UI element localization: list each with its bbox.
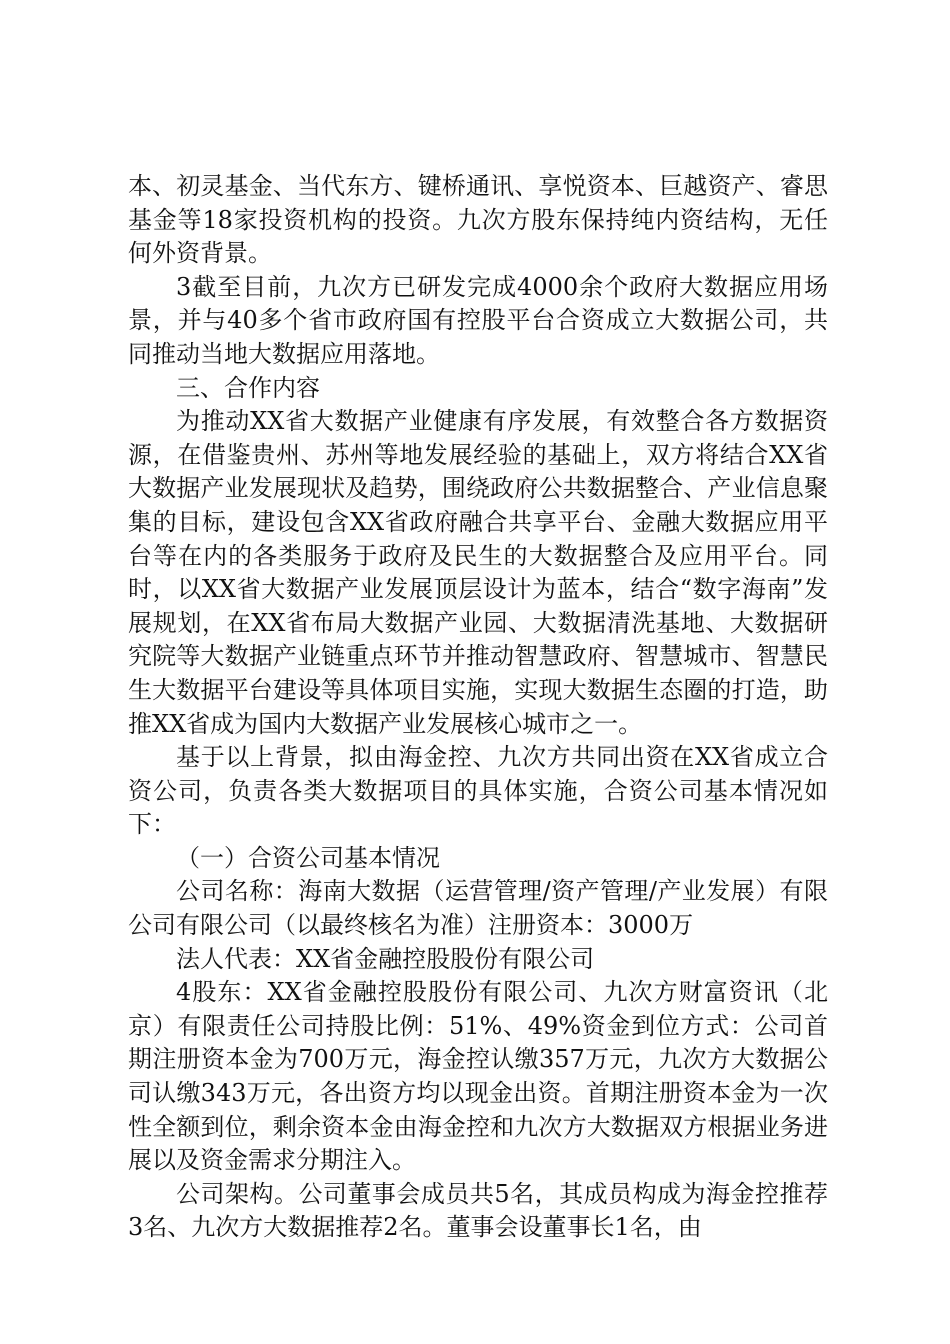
document-body	[128, 170, 828, 1245]
paragraph-investors: 本、初灵基金、当代东方、键桥通讯、享悦资本、巨越资产、睿思基金等18家投资机构的投资。九次方股东保持纯内资结构，无任何外资背景。	[128, 172, 828, 268]
paragraph-shareholders: 4股东：XX省金融控股股份有限公司、九次方财富资讯（北京）有限责任公司持股比例：51%、49%资金到位方式：公司首期注册资本金为700万元，海金控认缴357万元，九次方大数据公司认缴343万元，各出资方均以现金出资。首期注册资本金为一次性全额到位，剩余资本金由海金控和九次方大数据双方根据业务进展以及资金需求分期注入。	[128, 978, 828, 1175]
section-heading-cooperation: 三、合作内容	[176, 373, 320, 402]
subsection-heading-basic-info: （一）合资公司基本情况	[176, 843, 440, 872]
paragraph-legal-representative: 法人代表：XX省金融控股股份有限公司	[176, 944, 595, 973]
paragraph-company-name: 公司名称：海南大数据（运营管理/资产管理/产业发展）有限公司有限公司（以最终核名为准）注册资本：3000万	[128, 877, 828, 940]
paragraph-background: 基于以上背景，拟由海金控、九次方共同出资在XX省成立合资公司，负责各类大数据项目的具体实施，合资公司基本情况如下：	[128, 743, 828, 839]
paragraph-company-structure: 公司架构。公司董事会成员共5名，其成员构成为海金控推荐3名、九次方大数据推荐2名。董事会设董事长1名，由	[128, 1179, 828, 1242]
paragraph-progress: 3截至目前，九次方已研发完成4000余个政府大数据应用场景，并与40多个省市政府国有控股平台合资成立大数据公司，共同推动当地大数据应用落地。	[128, 272, 828, 368]
paragraph-cooperation: 为推动XX省大数据产业健康有序发展，有效整合各方数据资源，在借鉴贵州、苏州等地发展经验的基础上，双方将结合XX省大数据产业发展现状及趋势，围绕政府公共数据整合、产业信息聚集的目标，建设包含XX省政府融合共享平台、金融大数据应用平台等在内的各类服务于政府及民生的大数据整合及应用平台。同时，以XX省大数据产业发展顶层设计为蓝本，结合“数字海南”发展规划，在XX省布局大数据产业园、大数据清洗基地、大数据研究院等大数据产业链重点环节并推动智慧政府、智慧城市、智慧民生大数据平台建设等具体项目实施，实现大数据生态圈的打造，助推XX省成为国内大数据产业发展核心城市之一。	[128, 407, 828, 738]
